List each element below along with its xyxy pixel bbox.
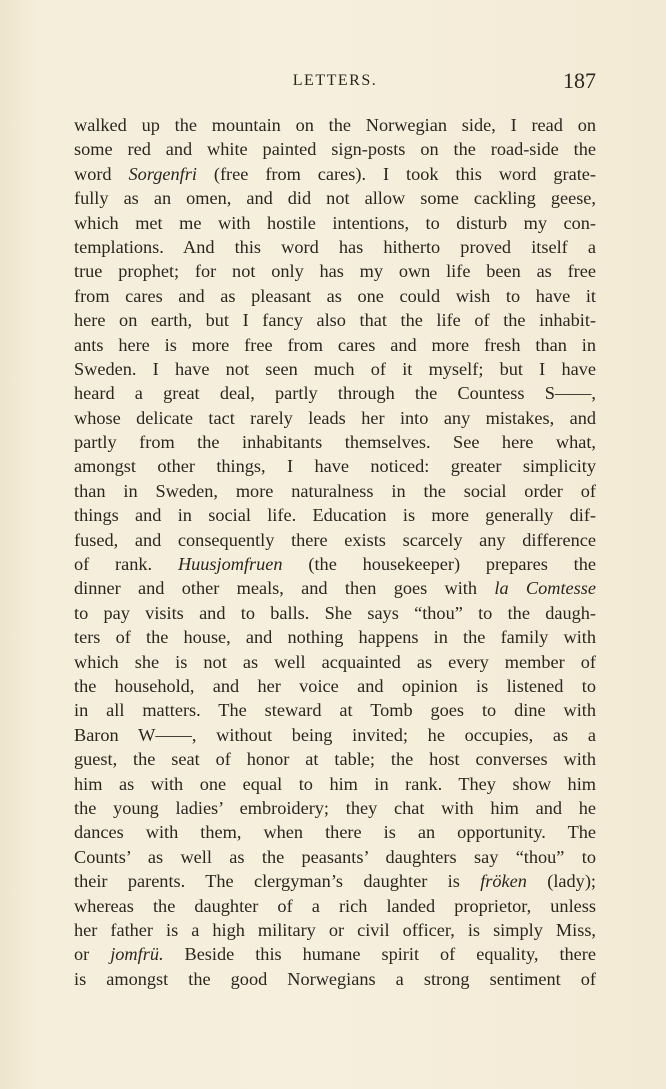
page-number: 187 <box>563 68 596 93</box>
text-line: whose delicate tact rarely leads her into any mistakes, and <box>74 407 596 428</box>
text-line: heard a great deal, partly through the Countess S——, <box>74 383 596 404</box>
text-line: dances with them, when there is an opportunity. The <box>74 822 596 843</box>
text-line: to pay visits and to balls. She says “thou” to the daugh- <box>74 602 596 623</box>
text-line: things and in social life. Education is more generally dif- <box>74 505 596 526</box>
text-line: her father is a high military or civil officer, is simply Miss, <box>74 919 596 940</box>
text-line: the household, and her voice and opinion is listened to <box>74 675 596 696</box>
page-header <box>74 68 596 98</box>
text-line: Baron W——, without being invited; he occupies, as a <box>74 724 596 745</box>
text-line: word Sorgenfri (free from cares). I took this word grate- <box>74 163 596 184</box>
text-line: dinner and other meals, and then goes with la Comtesse <box>74 578 596 599</box>
text-line: from cares and as pleasant as one could wish to have it <box>74 285 596 306</box>
text-line: than in Sweden, more naturalness in the social order of <box>74 480 596 501</box>
text-line: Sweden. I have not seen much of it myself; but I have <box>74 358 596 379</box>
text-line: walked up the mountain on the Norwegian side, I read on <box>74 115 596 135</box>
text-line: or jomfrü. Beside this humane spirit of equality, there <box>74 944 596 965</box>
text-line: which met me with hostile intentions, to disturb my con- <box>74 212 596 233</box>
text-line: in all matters. The steward at Tomb goes to dine with <box>74 700 596 721</box>
text-line: which she is not as well acquainted as every member of <box>74 651 596 672</box>
text-line: partly from the inhabitants themselves. See here what, <box>74 432 596 453</box>
text-line: amongst other things, I have noticed: greater simplicity <box>74 456 596 477</box>
text-line: some red and white painted sign-posts on the road-side the <box>74 139 596 160</box>
text-line: him as with one equal to him in rank. They show him <box>74 773 596 794</box>
text-line: templations. And this word has hitherto proved itself a <box>74 236 596 257</box>
text-line: is amongst the good Norwegians a strong sentiment of <box>74 968 596 989</box>
text-line: true prophet; for not only has my own life been as free <box>74 261 596 282</box>
text-line: Counts’ as well as the peasants’ daughters say “thou” to <box>74 846 596 867</box>
text-line: of rank. Huusjomfruen (the housekeeper) prepares the <box>74 554 596 575</box>
running-head: LETTERS. <box>292 72 378 89</box>
body-text <box>74 113 596 991</box>
text-line: whereas the daughter of a rich landed proprietor, unless <box>74 895 596 916</box>
text-line: ants here is more free from cares and more fresh than in <box>74 334 596 355</box>
text-line: the young ladies’ embroidery; they chat with him and he <box>74 797 596 818</box>
text-line: fully as an omen, and did not allow some cackling geese, <box>74 188 596 209</box>
text-line: fused, and consequently there exists scarcely any difference <box>74 529 596 550</box>
text-line: guest, the seat of honor at table; the host converses with <box>74 749 596 770</box>
text-line: their parents. The clergyman’s daughter is fröken (lady); <box>74 871 596 892</box>
text-line: ters of the house, and nothing happens in the family with <box>74 627 596 648</box>
text-line: here on earth, but I fancy also that the life of the inhabit- <box>74 310 596 331</box>
